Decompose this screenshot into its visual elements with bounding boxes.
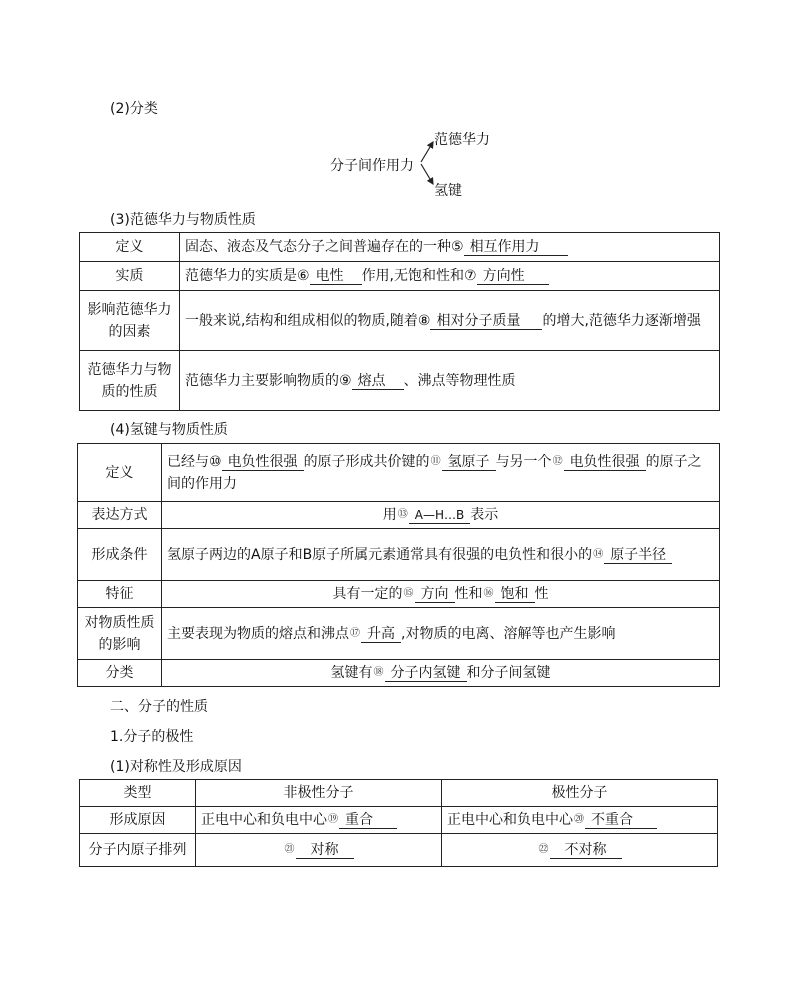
answer-number: ⑳ — [574, 814, 584, 825]
row-label: 分子内原子排列 — [80, 834, 196, 867]
table-row — [80, 807, 718, 834]
answer-blank: 不重合 — [585, 812, 657, 829]
answer-number: ⑥ — [297, 268, 310, 284]
answer-number: ⑱ — [373, 667, 384, 678]
column-header: 类型 — [80, 780, 196, 807]
table-header-row — [80, 780, 718, 807]
table-row — [80, 233, 720, 262]
cell — [442, 807, 718, 834]
section-heading-classification: (2)分类 — [110, 101, 158, 117]
hbond-table — [77, 443, 720, 687]
answer-number: ⑲ — [328, 814, 338, 825]
table-row — [78, 581, 720, 608]
answer-number: ⑪ — [430, 455, 441, 467]
table-row — [80, 291, 720, 351]
row-content — [180, 291, 720, 351]
answer-number: ⑮ — [403, 588, 414, 599]
section-heading-hbond: (4)氢键与物质性质 — [110, 422, 228, 438]
text: 用 — [382, 507, 397, 523]
table-row — [78, 502, 720, 529]
text: 主要表现为物质的熔点和沸点 — [167, 625, 349, 642]
answer-blank: 方向 — [415, 586, 455, 603]
diagram-root-label: 分子间作用力 — [330, 158, 414, 174]
answer-blank: 熔点 — [352, 373, 404, 390]
row-label: 定义 — [78, 444, 162, 502]
table-row — [80, 351, 720, 411]
table-row — [78, 444, 720, 502]
diagram-arrow-up — [421, 142, 433, 162]
row-content — [180, 262, 720, 291]
row-content — [162, 529, 720, 581]
row-content — [162, 581, 720, 608]
text: 氢原子两边的A原子和B原子所属元素通常具有很强的电负性和很小的 — [167, 546, 593, 563]
table-row — [78, 660, 720, 687]
row-content — [180, 233, 720, 262]
answer-number: ⑯ — [483, 588, 494, 599]
answer-number: ⑬ — [397, 509, 408, 520]
row-label: 范德华力与物质的性质 — [80, 351, 180, 411]
text: ,对物质的电离、溶解等也产生影响 — [401, 625, 616, 642]
table-row — [78, 608, 720, 660]
answer-blank: A—H…B — [409, 507, 470, 524]
column-header: 非极性分子 — [196, 780, 442, 807]
answer-blank: 电性 — [310, 268, 362, 285]
row-label: 表达方式 — [78, 502, 162, 529]
section-heading-molecular-properties: 二、分子的性质 — [110, 699, 208, 715]
text: 范德华力主要影响物质的 — [185, 372, 339, 389]
text: 的原子形成共价键的 — [303, 453, 430, 470]
diagram-arrows — [418, 132, 438, 194]
text: 的增大,范德华力逐渐增强 — [542, 312, 701, 329]
diagram-arrow-down — [421, 164, 433, 184]
answer-number: ⑫ — [552, 455, 563, 467]
diagram-branch-hbond: 氢键 — [434, 183, 462, 199]
row-label: 形成原因 — [80, 807, 196, 834]
answer-number: ⑩ — [209, 453, 222, 470]
table-row — [80, 834, 718, 867]
row-label: 定义 — [80, 233, 180, 262]
text: 正电中心和负电中心 — [447, 812, 573, 828]
column-header: 极性分子 — [442, 780, 718, 807]
answer-number: ⑭ — [593, 548, 604, 560]
answer-blank: 升高 — [361, 626, 401, 643]
answer-number: ⑦ — [464, 268, 477, 284]
text: 已经与 — [167, 453, 209, 470]
section-heading-vdw: (3)范德华力与物质性质 — [110, 212, 256, 228]
row-label: 分类 — [78, 660, 162, 687]
text: 性 — [534, 586, 549, 602]
answer-blank: 饱和 — [495, 586, 535, 603]
text: 性和 — [454, 586, 483, 602]
subheading-symmetry: (1)对称性及形成原因 — [110, 759, 242, 775]
answer-blank: 相互作用力 — [464, 239, 568, 256]
text: 表示 — [470, 507, 499, 523]
row-content — [162, 502, 720, 529]
answer-blank: 电负性很强 — [564, 454, 646, 471]
text: 正电中心和负电中心 — [201, 812, 327, 828]
answer-blank: 方向性 — [477, 268, 549, 285]
row-label: 实质 — [80, 262, 180, 291]
text: 和分子间氢键 — [466, 665, 551, 681]
answer-blank: 相对分子质量 — [430, 313, 542, 330]
text: 氢键有 — [330, 665, 373, 681]
row-label: 影响范德华力的因素 — [80, 291, 180, 351]
text: 、沸点等物理性质 — [403, 372, 516, 389]
answer-number: ⑤ — [451, 239, 464, 255]
answer-blank: 氢原子 — [442, 454, 496, 471]
row-content — [162, 608, 720, 660]
text: 固态、液态及气态分子之间普遍存在的一种 — [185, 239, 451, 255]
row-content — [180, 351, 720, 411]
answer-number: ⑧ — [417, 312, 431, 329]
cell — [196, 834, 442, 867]
text: 与另一个 — [495, 453, 552, 470]
answer-blank: 重合 — [339, 812, 397, 829]
answer-number: ⑨ — [339, 372, 352, 389]
polarity-table — [79, 779, 718, 867]
row-content — [162, 444, 720, 502]
text: 范德华力的实质是 — [185, 268, 297, 284]
diagram-branch-vdw: 范德华力 — [434, 132, 490, 148]
answer-blank: 对称 — [296, 842, 354, 859]
answer-blank: 分子内氢键 — [385, 665, 467, 682]
text: 一般来说,结构和组成相似的物质,随着 — [185, 312, 418, 329]
answer-number: ㉑ — [284, 844, 295, 855]
row-label: 形成条件 — [78, 529, 162, 581]
vdw-table — [79, 232, 720, 411]
table-row — [80, 262, 720, 291]
row-label: 对物质性质的影响 — [78, 608, 162, 660]
answer-blank: 原子半径 — [604, 547, 672, 564]
answer-blank: 电负性很强 — [222, 454, 304, 471]
subheading-polarity: 1.分子的极性 — [110, 729, 194, 745]
text: 作用,无饱和性和 — [361, 268, 465, 284]
cell — [196, 807, 442, 834]
table-row — [78, 529, 720, 581]
answer-number: ⑰ — [350, 627, 360, 639]
cell — [442, 834, 718, 867]
row-content — [162, 660, 720, 687]
text: 的原子之间的作用力 — [167, 453, 702, 492]
row-label: 特征 — [78, 581, 162, 608]
answer-blank: 不对称 — [550, 842, 622, 859]
answer-number: ㉒ — [538, 844, 549, 855]
text: 具有一定的 — [332, 586, 403, 602]
